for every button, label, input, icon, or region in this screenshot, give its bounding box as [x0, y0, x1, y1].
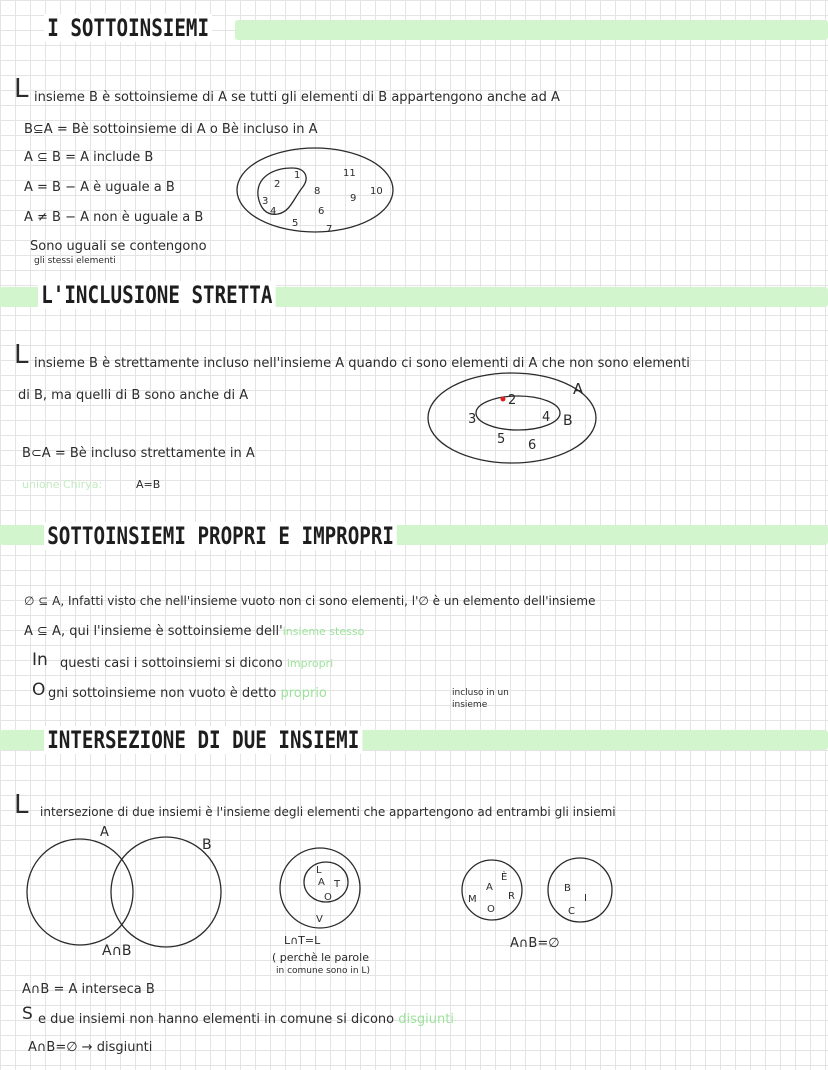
strict-element-0: 4	[542, 410, 551, 425]
inner-element-2: 3	[262, 196, 269, 207]
line-a-subset-a-text: A ⊆ A, qui l'insieme è sottoinsieme dell'	[24, 624, 283, 639]
initial-o: O	[32, 680, 46, 700]
line-a-equals-b: A = B − A è uguale a B	[24, 180, 175, 195]
initial-letter-l: L	[14, 74, 29, 104]
strict-label-a: A	[573, 380, 584, 398]
section-title-sottoinsiemi: I SOTTOINSIEMI	[44, 14, 212, 42]
line-impropri-text: questi casi i sottoinsiemi si dicono	[60, 656, 283, 671]
venn-label-a: A	[100, 825, 109, 840]
definition-intersezione: intersezione di due insiemi è l'insieme degli elementi che appartengono ad entrambi gli insiemi	[40, 805, 616, 819]
line-stessi-elementi: gli stessi elementi	[34, 256, 116, 266]
initial-letter-l-2: L	[14, 340, 29, 370]
red-dot	[501, 397, 506, 402]
venn-label-b: B	[202, 837, 212, 853]
section-title-inclusione-stretta: L'INCLUSIONE STRETTA	[38, 281, 276, 309]
inner-element-3: 4	[270, 206, 277, 217]
ex1-letters	[316, 865, 341, 925]
ex1-note-2: in comune sono in L)	[276, 966, 370, 976]
line-b-strict-subset-a: B⊂A = Bè incluso strettamente in A	[22, 446, 255, 461]
venn-circle-a	[27, 839, 133, 945]
line-b-subset-a: B⊆A = Bè sottoinsieme di A o Bè incluso in A	[24, 122, 318, 137]
outer-element-0: 5	[292, 218, 299, 229]
note-insieme: insieme	[452, 700, 488, 710]
ex1-letter-4: V	[316, 914, 323, 925]
inner-elements	[262, 170, 300, 217]
venn-label-intersection: A∩B	[102, 943, 132, 959]
line-proprio-text: gni sottoinsieme non vuoto è detto	[48, 686, 277, 701]
strict-element-3: 5	[497, 432, 506, 447]
ex2-letter-7: C	[568, 906, 575, 917]
ex2-letter-0: A	[486, 882, 493, 893]
line-disgiunti-text: e due insiemi non hanno elementi in comune si dicono	[38, 1012, 395, 1027]
outer-element-3: 8	[314, 186, 321, 197]
ex1-note-1: ( perchè le parole	[272, 951, 369, 964]
ex2-letter-2: M	[468, 894, 477, 905]
ex2-circle-b	[548, 858, 612, 922]
line-interseca: A∩B = A interseca B	[22, 982, 155, 997]
ex1-letter-1: A	[318, 877, 325, 888]
ex2-letter-1: È	[501, 872, 508, 883]
strict-element-4: 6	[528, 438, 537, 453]
inner-element-0: 1	[294, 170, 301, 181]
line-a-not-equal-b: A ≠ B − A non è uguale a B	[24, 210, 204, 225]
initial-letter-l-3: L	[14, 790, 29, 820]
initial-in: In	[32, 650, 48, 670]
strict-element-1: 2	[508, 393, 517, 408]
strict-elements	[468, 393, 550, 453]
section-title-propri-impropri: SOTTOINSIEMI PROPRI E IMPROPRI	[44, 522, 397, 550]
line-empty-intersection: A∩B=∅ → disgiunti	[28, 1040, 153, 1055]
disgiunti-highlight: disgiunti	[398, 1012, 454, 1027]
line-sono-uguali: Sono uguali se contengono	[30, 239, 207, 254]
outer-element-2: 7	[326, 224, 333, 235]
impropri-highlight: impropri	[286, 657, 334, 670]
unione-value: A=B	[136, 478, 161, 491]
definition-inclusione-a: insieme B è strettamente incluso nell'insieme A quando ci sono elementi di A che non sono elementi	[34, 356, 690, 371]
outer-element-1: 6	[318, 206, 325, 217]
venn-circle-b	[111, 837, 221, 947]
definition-inclusione-b: di B, ma quelli di B sono anche di A	[18, 388, 249, 403]
ex1-letter-2: T	[334, 879, 341, 890]
strict-element-2: 3	[468, 412, 477, 427]
proprio-highlight: proprio	[280, 686, 327, 701]
initial-s: S	[22, 1004, 33, 1024]
ex1-equation: L∩T=L	[284, 934, 321, 947]
outer-element-4: 9	[350, 193, 357, 204]
note-incluso: incluso in un	[452, 688, 509, 698]
ex2-letter-3: R	[508, 891, 515, 902]
ex2-letter-5: B	[564, 883, 571, 894]
line-empty-set: ∅ ⊆ A, Infatti visto che nell'insieme vuoto non ci sono elementi, l'∅ è un elemento dell'insieme	[24, 594, 596, 608]
ex2-equation: A∩B=∅	[510, 936, 560, 951]
ex1-letter-0: L	[316, 865, 322, 876]
outer-element-5: 10	[370, 186, 383, 197]
section-title-intersezione: INTERSEZIONE DI DUE INSIEMI	[44, 726, 363, 754]
strict-label-b: B	[563, 413, 573, 429]
definition-sottoinsieme: insieme B è sottoinsieme di A se tutti gli elementi di B appartengono anche ad A	[34, 90, 560, 105]
ex1-letter-3: O	[324, 892, 332, 903]
outer-element-6: 11	[343, 168, 356, 179]
ex2-letters	[468, 870, 587, 917]
ex2-letter-6: I	[584, 893, 587, 904]
line-a-include-b: A ⊆ B = A include B	[24, 150, 154, 165]
unione-label: unione Chirya:	[22, 478, 103, 491]
insieme-stesso-highlight: insieme stesso	[282, 625, 365, 638]
ex2-letter-4: O	[487, 904, 495, 915]
inner-element-1: 2	[274, 179, 281, 190]
